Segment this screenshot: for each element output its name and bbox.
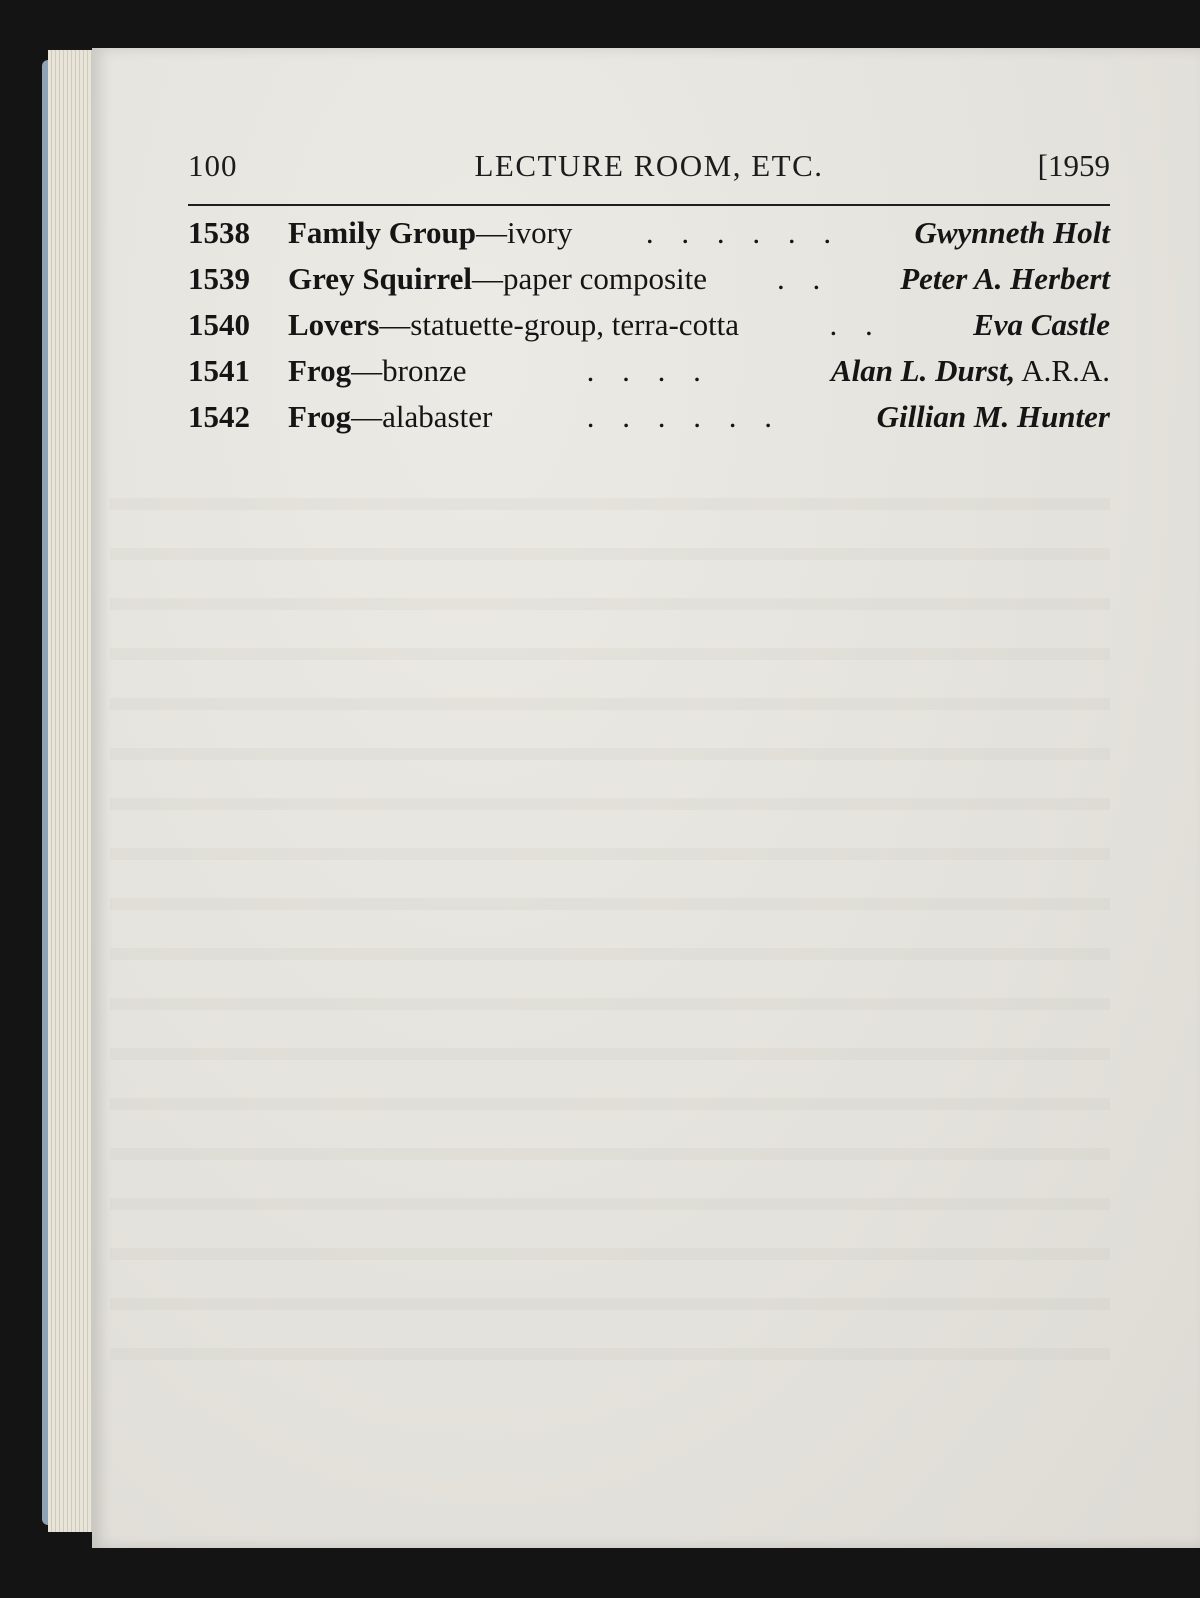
dot-leader: . . . . . . (645, 215, 842, 250)
catalogue-entry (188, 399, 1110, 445)
dot-leader: . . (829, 307, 883, 342)
running-title: LECTURE ROOM, ETC. (474, 148, 824, 183)
entry-title (288, 261, 707, 297)
entry-medium: —bronze (351, 353, 467, 388)
entry-artist: Peter A. Herbert (900, 261, 1110, 296)
entry-subject: Grey Squirrel (288, 261, 472, 296)
entry-artist: Gwynneth Holt (914, 215, 1110, 250)
entry-subject: Frog (288, 353, 352, 388)
entry-medium: —paper composite (472, 261, 708, 296)
header-rule (188, 204, 1110, 206)
entry-subject: Frog (288, 399, 352, 434)
catalogue-entry (188, 261, 1110, 307)
entry-medium: —alabaster (351, 399, 493, 434)
entry-artist: Eva Castle (973, 307, 1110, 342)
entry-title (288, 307, 739, 343)
entry-number: 1542 (188, 399, 250, 434)
catalogue-entry (188, 215, 1110, 261)
entry-title (288, 353, 466, 389)
running-header (188, 148, 1110, 188)
entry-artist-honour: A.R.A. (1015, 353, 1110, 388)
header-year: [1959 (1037, 148, 1110, 183)
entry-medium: —ivory (476, 215, 573, 250)
entry-artist-name: Alan L. Durst, (830, 353, 1016, 388)
entry-medium: —statuette-group, terra-cotta (379, 307, 740, 342)
catalogue-entry (188, 353, 1110, 399)
dot-leader: . . . . (586, 353, 711, 388)
entry-number: 1539 (188, 261, 250, 296)
entry-subject: Family Group (288, 215, 477, 250)
entry-number: 1540 (188, 307, 250, 342)
catalogue-entries (188, 215, 1110, 445)
dot-leader: . . . . . . (586, 399, 783, 434)
entry-number: 1538 (188, 215, 250, 250)
dot-leader: . . (776, 261, 831, 296)
entry-title (288, 399, 492, 435)
page-number: 100 (188, 148, 238, 183)
entry-title (288, 215, 572, 251)
entry-artist: Gillian M. Hunter (876, 399, 1110, 434)
catalogue-entry (188, 307, 1110, 353)
entry-artist (831, 353, 1110, 389)
entry-number: 1541 (188, 353, 250, 388)
entry-subject: Lovers (288, 307, 380, 342)
